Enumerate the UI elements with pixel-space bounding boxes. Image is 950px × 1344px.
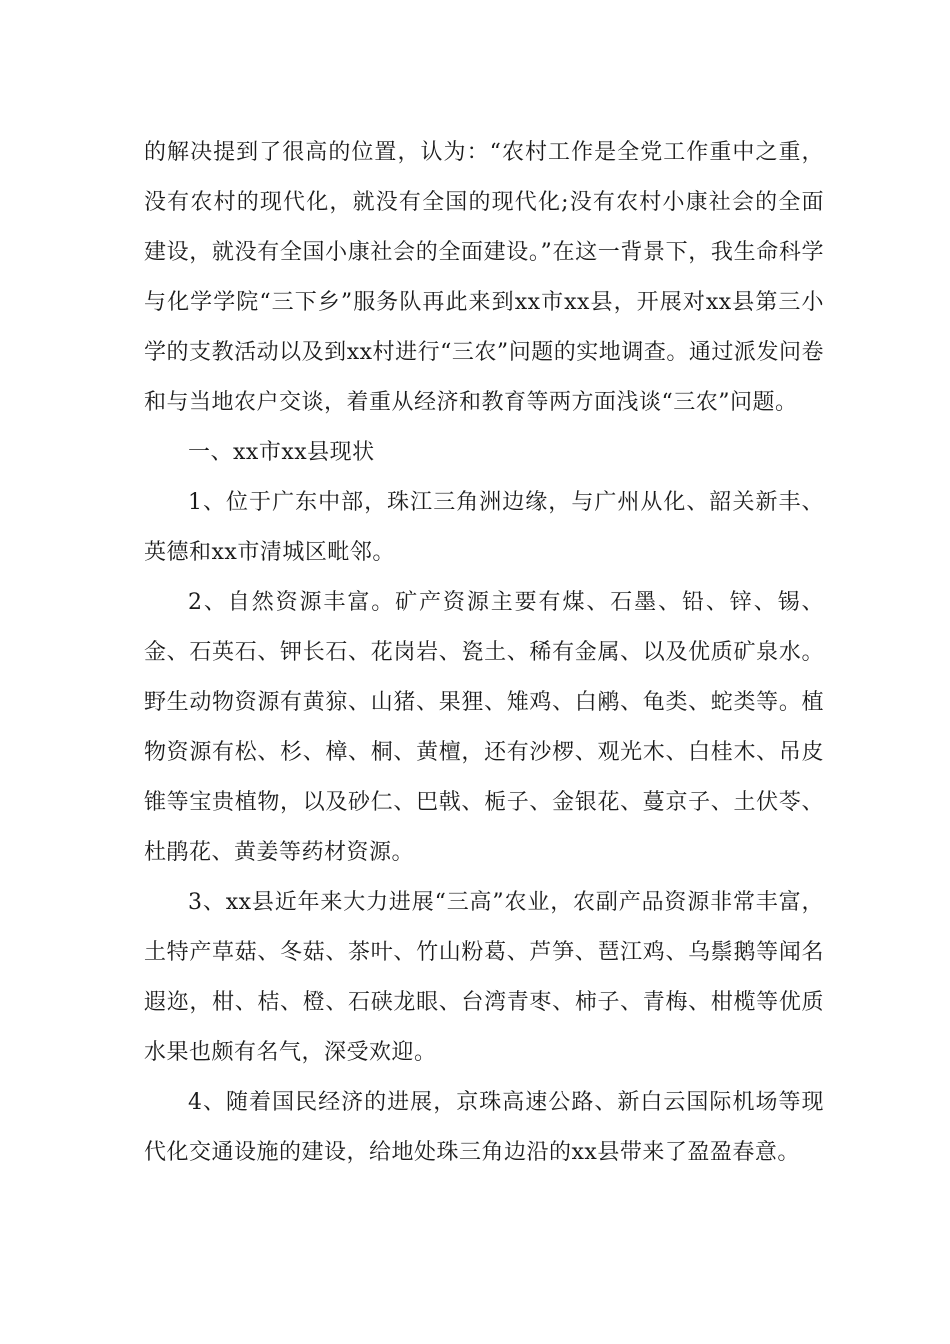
paragraph-item-4: 4、随着国民经济的进展，京珠高速公路、新白云国际机场等现代化交通设施的建设，给地处珠三角边沿的xx县带来了盈盈春意。 [144,1090,824,1165]
paragraph-item-2: 2、自然资源丰富。矿产资源主要有煤、石墨、铅、锌、锡、金、石英石、钾长石、花岗岩、瓷土、稀有金属、以及优质矿泉水。野生动物资源有黄猄、山猪、果狸、雉鸡、白鹇、龟类、蛇类等。植物资源有松、杉、樟、桐、黄檀，还有沙椤、观光木、白桂木、吊皮锥等宝贵植物，以及砂仁、巴戟、栀子、金银花、蔓京子、土伏苓、杜鹃花、黄姜等药材资源。 [144,590,824,865]
paragraph-item-1: 1、位于广东中部，珠江三角洲边缘，与广州从化、韶关新丰、英德和xx市清城区毗邻。 [144,490,824,565]
paragraph-intro: 的解决提到了很高的位置，认为：“农村工作是全党工作重中之重，没有农村的现代化，就没有全国的现代化;没有农村小康社会的全面建设，就没有全国小康社会的全面建设。”在这一背景下，我生命科学与化学学院“三下乡”服务队再此来到xx市xx县，开展对xx县第三小学的支教活动以及到xx村进行“三农”问题的实地调查。通过派发问卷和与当地农户交谈，着重从经济和教育等两方面浅谈“三农”问题。 [144,140,824,415]
section-heading: 一、xx市xx县现状 [188,440,375,465]
paragraph-item-3: 3、xx县近年来大力进展“三高”农业，农副产品资源非常丰富，土特产草菇、冬菇、茶叶、竹山粉葛、芦笋、琶江鸡、乌鬃鹅等闻名遐迩，柑、桔、橙、石硖龙眼、台湾青枣、柿子、青梅、柑榄等优质水果也颇有名气，深受欢迎。 [144,890,824,1065]
document-body [144,128,824,1178]
